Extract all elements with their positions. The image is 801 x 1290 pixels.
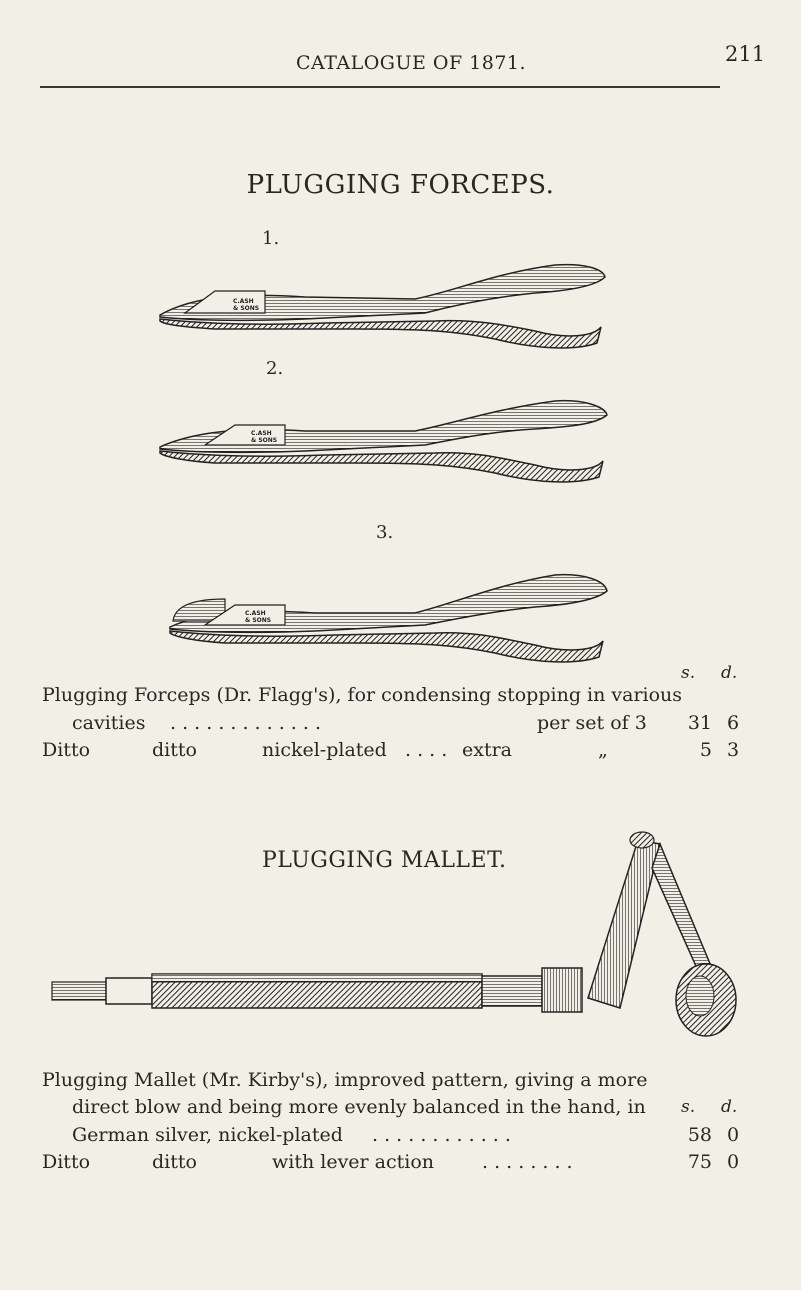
running-title: CATALOGUE OF 1871. [296,52,527,74]
mallet-item-2-shillings: 75 [687,1151,712,1173]
page-number: 211 [725,42,766,66]
forceps-item-2-dots: . . . . [405,739,448,761]
forceps-item-1-dots: . . . . . . . . . . . . . [170,712,321,734]
section-title-mallet: PLUGGING MALLET. [262,848,507,873]
forceps-item-2-shillings: 5 [699,739,712,761]
maker-mark-1: C.ASH [233,298,254,305]
mallet-description-line-2: direct blow and being more evenly balanced in the hand, in [72,1096,646,1118]
mallet-item-2-desc: Ditto [42,1151,91,1173]
forceps-item-2-ditto-mark: „ [598,739,608,761]
forceps-item-1-shillings: 31 [687,712,712,734]
mallet-item-1-desc: German silver, nickel-plated [72,1124,343,1146]
mallet-currency-header-d: d. [721,1097,738,1117]
forceps-item-2-finish: nickel-plated [262,739,387,761]
forceps-item-2-pence: 3 [727,739,740,761]
forceps-illustration-3 [165,565,615,670]
mallet-item-1-shillings: 58 [687,1124,712,1146]
forceps-item-1-desc: cavities [72,712,146,734]
maker-mark-1b: & SONS [233,305,260,312]
section-title-forceps: PLUGGING FORCEPS. [246,170,555,200]
forceps-illustration-1 [155,255,615,350]
header-rule [40,86,720,88]
mallet-description-line-1: Plugging Mallet (Mr. Kirby's), improved pattern, giving a more [42,1069,648,1091]
mallet-illustration [40,828,740,1038]
mallet-item-2-ditto: ditto [152,1151,197,1173]
mallet-item-2-variant: with lever action [272,1151,435,1173]
mallet-item-1-dots: . . . . . . . . . . . . [372,1124,511,1146]
mallet-item-2-dots: . . . . . . . . [482,1151,573,1173]
figure-number-3: 3. [376,522,394,543]
figure-number-1: 1. [262,228,280,249]
forceps-item-2-ditto: ditto [152,739,197,761]
forceps-item-1-unit: per set of 3 [537,712,647,734]
maker-mark-2: C.ASH [251,430,272,437]
maker-mark-2b: & SONS [251,437,278,444]
maker-mark-3: C.ASH [245,610,266,617]
figure-number-2: 2. [266,358,284,379]
forceps-item-2-desc: Ditto [42,739,91,761]
mallet-item-2-pence: 0 [727,1151,740,1173]
maker-mark-3b: & SONS [245,617,272,624]
currency-header-s: s. [681,663,696,683]
forceps-illustration-2 [155,385,615,485]
mallet-item-1-pence: 0 [727,1124,740,1146]
forceps-item-2-unit: extra [462,739,513,761]
currency-header-d: d. [721,663,738,683]
forceps-item-1-pence: 6 [727,712,740,734]
forceps-description-line-1: Plugging Forceps (Dr. Flagg's), for condensing stopping in various [42,684,683,706]
mallet-currency-header-s: s. [681,1097,696,1117]
